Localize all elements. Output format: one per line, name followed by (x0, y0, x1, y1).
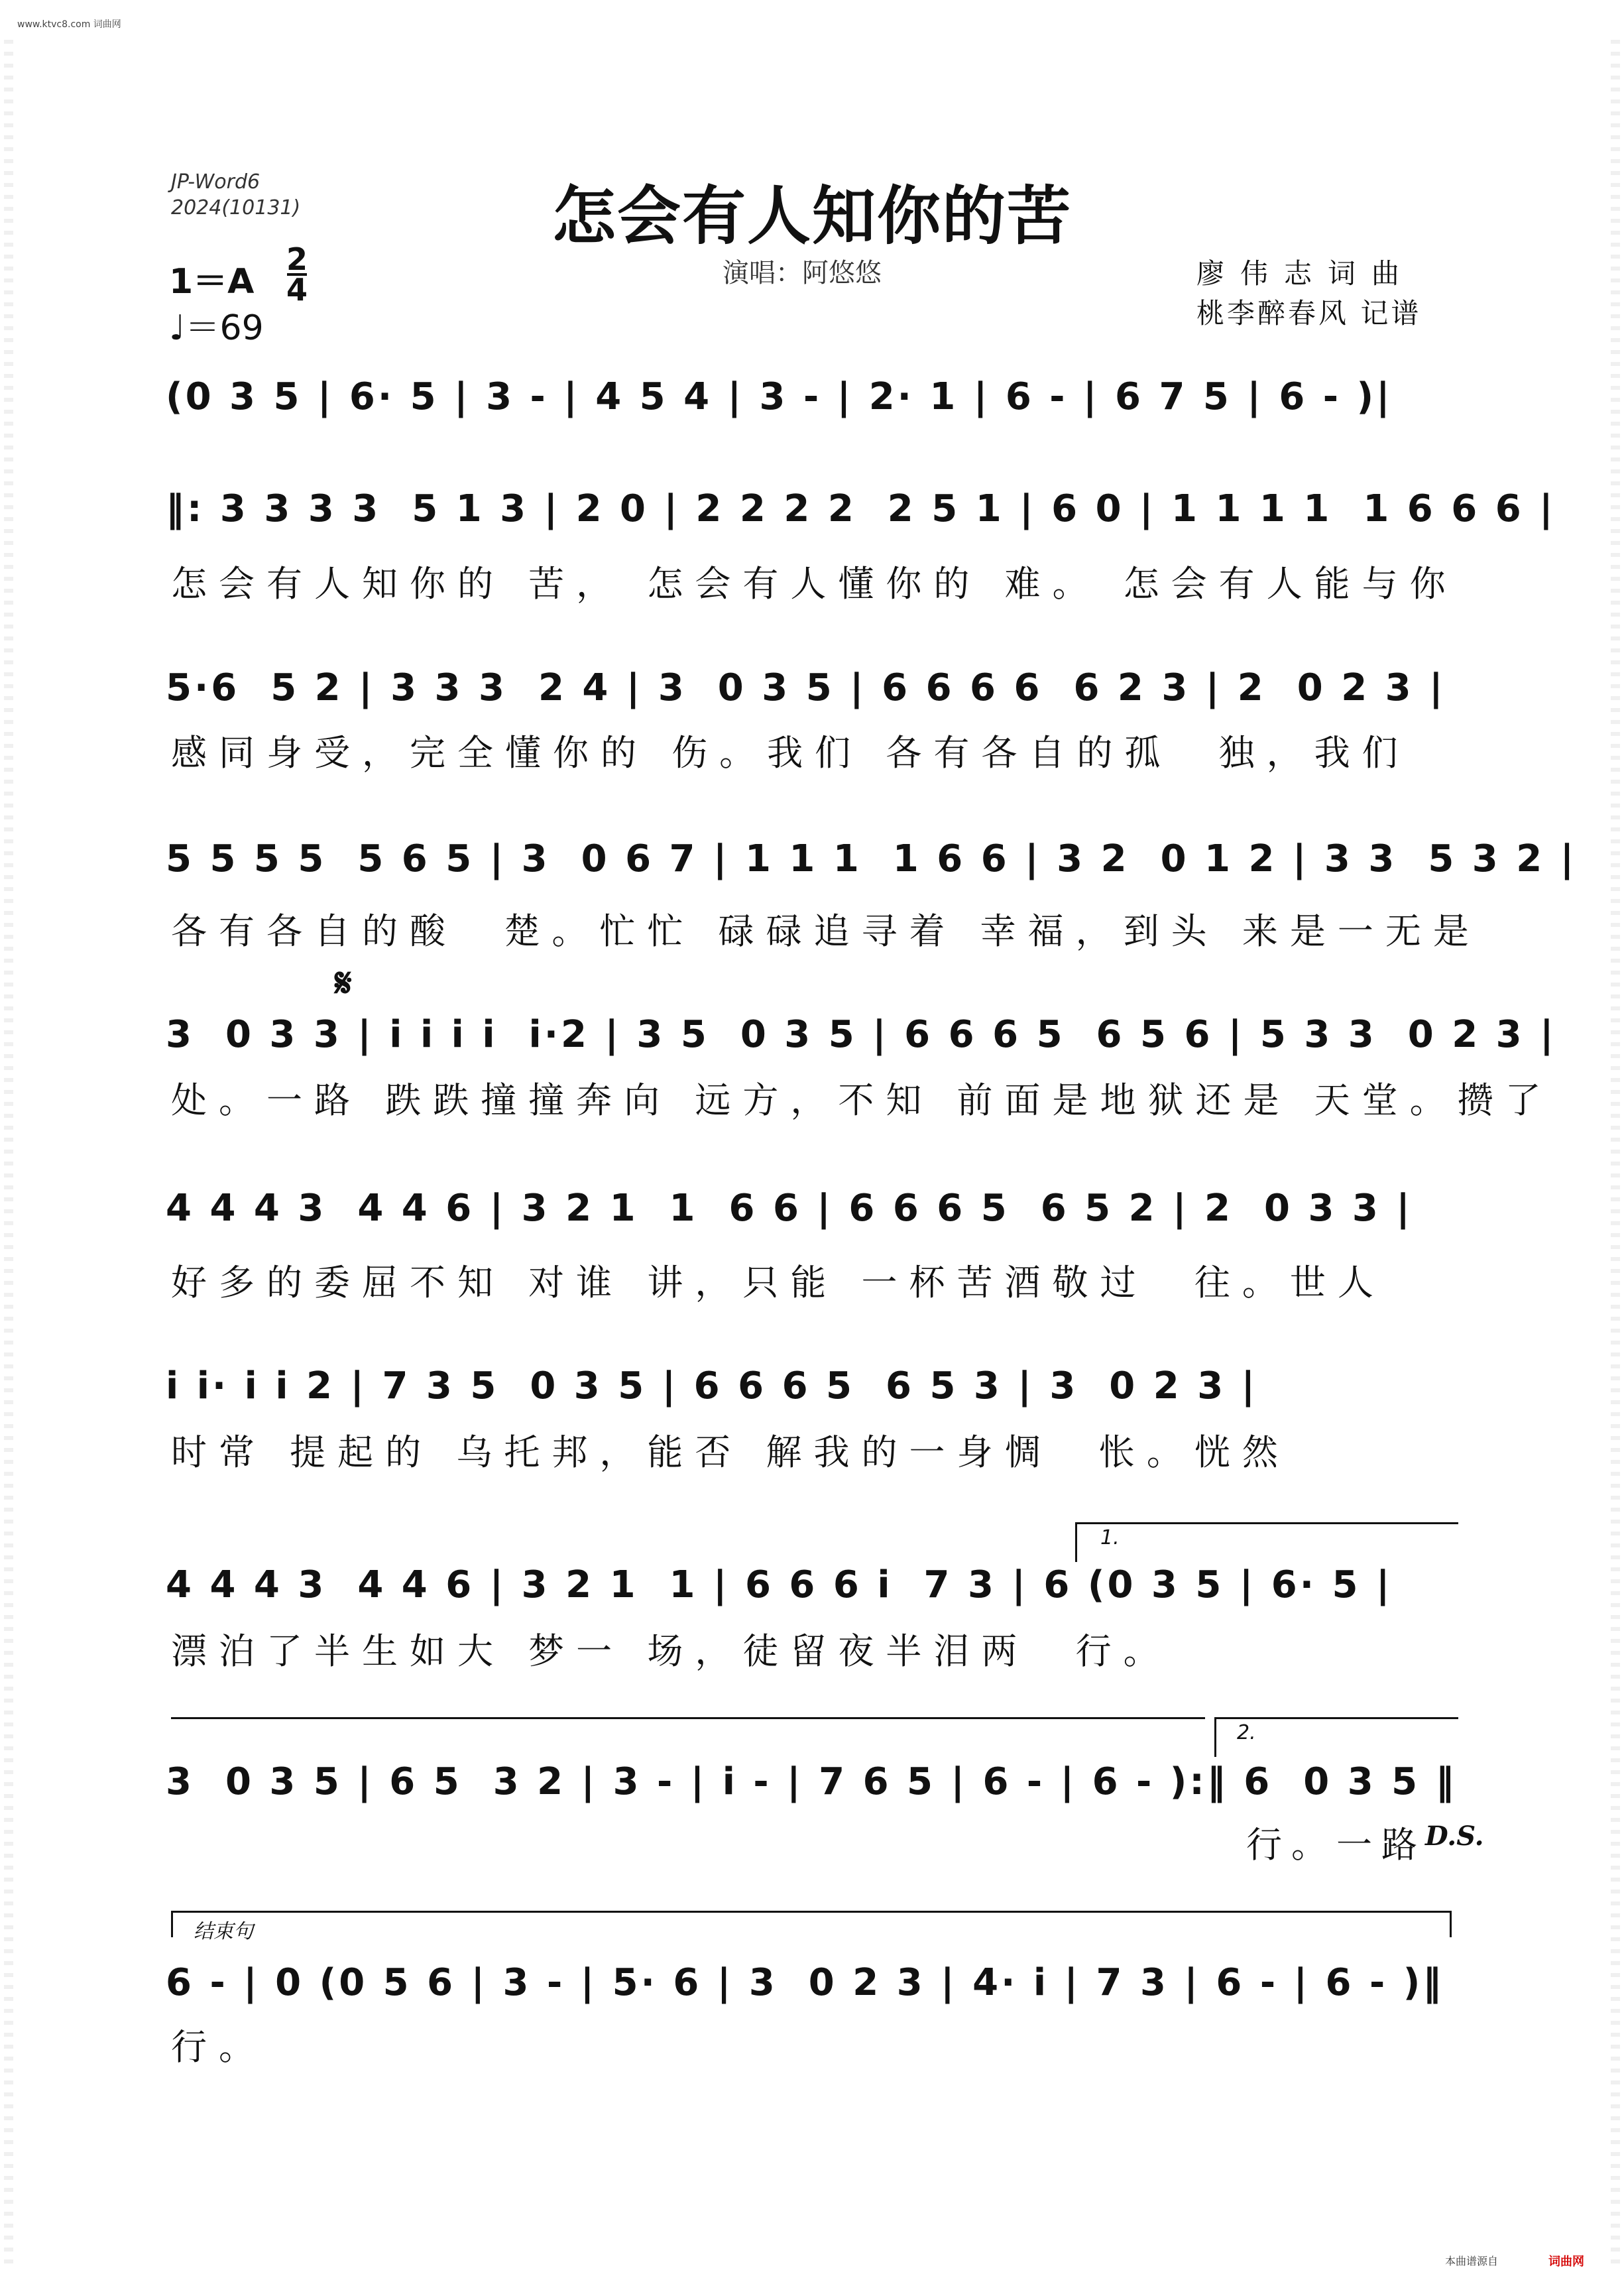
volta-1-label: 1. (1100, 1526, 1120, 1549)
lyric-line-9: 行。 (171, 2026, 266, 2068)
music-line-5: 4 4 4 3 4 4 6 | 3 2 1 1 6 6 | 6 6 6 5 6 5 2 | 2 0 3 3 | (166, 1187, 1413, 1230)
software-name: JP-Word6 (171, 170, 261, 194)
lyric-line-3: 各有各自的酸 楚。忙忙 碌碌追寻着 幸福，到头 来是一无是 (171, 910, 1481, 952)
music-line-2: 5·6 5 2 | 3 3 3 2 4 | 3 0 3 5 | 6 6 6 6 6 2 3 | 2 0 2 3 | (166, 666, 1446, 709)
volta-2-tick (1214, 1717, 1216, 1757)
lyric-line-7: 漂泊了半生如大 梦一 场，徒留夜半泪两 行。 (171, 1630, 1171, 1672)
coda-tick-left (171, 1911, 173, 1937)
lyric-line-5: 好多的委屈不知 对谁 讲，只能 一杯苦酒敬过 往。世人 (171, 1262, 1385, 1303)
volta-1-bracket (1075, 1522, 1458, 1524)
music-line-1: ‖: 3 3 3 3 5 1 3 | 2 0 | 2 2 2 2 2 5 1 | 6 0 | 1 1 1 1 1 6 6 6 | (166, 487, 1556, 530)
tempo-marking (169, 300, 264, 349)
time-signature (286, 241, 308, 308)
coda-tick-right (1450, 1911, 1452, 1937)
left-watermark-strip (4, 40, 13, 2267)
music-line-3: 5 5 5 5 5 6 5 | 3 0 6 7 | 1 1 1 1 6 6 | 3 2 0 1 2 | 3 3 5 3 2 | (166, 837, 1577, 880)
lyric-line-4: 处。一路 跌跌撞撞奔向 远方，不知 前面是地狱还是 天堂。攒了 (171, 1079, 1553, 1121)
coda-label: 结束句 (194, 1920, 253, 1943)
singer-credit: 演唱：阿悠悠 (723, 258, 882, 288)
lyric-line-1: 怎会有人知你的 苦， 怎会有人懂你的 难。 怎会有人能与你 (171, 563, 1458, 605)
lyric-line-2: 感同身受，完全懂你的 伤。我们 各有各自的孤 独，我们 (171, 732, 1410, 774)
site-watermark: www.ktvc8.com 词曲网 (17, 19, 121, 30)
music-line-7: 4 4 4 3 4 4 6 | 3 2 1 1 | 6 6 6 i 7 3 | 6 (0 3 5 | 6· 5 | (166, 1563, 1393, 1606)
footer-logo: 词曲网 (1548, 2255, 1584, 2269)
music-line-9: 6 - | 0 (0 5 6 | 3 - | 5· 6 | 3 0 2 3 | 4· i | 7 3 | 6 - | 6 - )‖ (166, 1961, 1444, 2004)
coda-bracket (171, 1911, 1452, 1913)
intro-line: (0 3 5 | 6· 5 | 3 - | 4 5 4 | 3 - | 2· 1 | 6 - | 6 7 5 | 6 - )| (166, 375, 1393, 418)
ds-marking: D.S. (1425, 1821, 1484, 1852)
volta-1-tick (1075, 1522, 1077, 1562)
lyric-line-8: 行。一路 (1246, 1824, 1426, 1866)
song-title: 怎会有人知你的苦 (552, 178, 1072, 253)
right-watermark-strip (1611, 40, 1620, 2267)
volta-2-label: 2. (1237, 1721, 1256, 1744)
tempo-value: ＝69 (185, 308, 264, 348)
music-line-6: i i· i i 2 | 7 3 5 0 3 5 | 6 6 6 5 6 5 3 | 3 0 2 3 | (166, 1364, 1258, 1408)
meter-top: 2 (286, 241, 308, 277)
volta-2-bracket (1214, 1717, 1458, 1719)
repeat-bracket (171, 1717, 1205, 1719)
lyric-line-6: 时常 提起的 乌托邦，能否 解我的一身惆 怅。恍然 (171, 1431, 1290, 1473)
footer-source: 本曲谱源自 (1444, 2255, 1498, 2267)
meter-bottom: 4 (286, 272, 308, 308)
segno-sign: 𝄋 (335, 960, 352, 1006)
software-version: 2024(10131) (171, 196, 301, 219)
lyrics-music-credit: 廖伟志词曲 (1196, 257, 1416, 290)
quarter-note-icon: ♩ (169, 308, 186, 348)
transcriber-credit: 桃李醉春风 记谱 (1196, 297, 1422, 330)
music-line-8: 3 0 3 5 | 6 5 3 2 | 3 - | i - | 7 6 5 | 6 - | 6 - ):‖ 6 0 3 5 ‖ (166, 1760, 1457, 1803)
music-line-4: 3 0 3 3 | i i i i i·2 | 3 5 0 3 5 | 6 6 6 5 6 5 6 | 5 3 3 0 2 3 | (166, 1013, 1556, 1056)
key-signature: 1＝A (169, 262, 255, 302)
